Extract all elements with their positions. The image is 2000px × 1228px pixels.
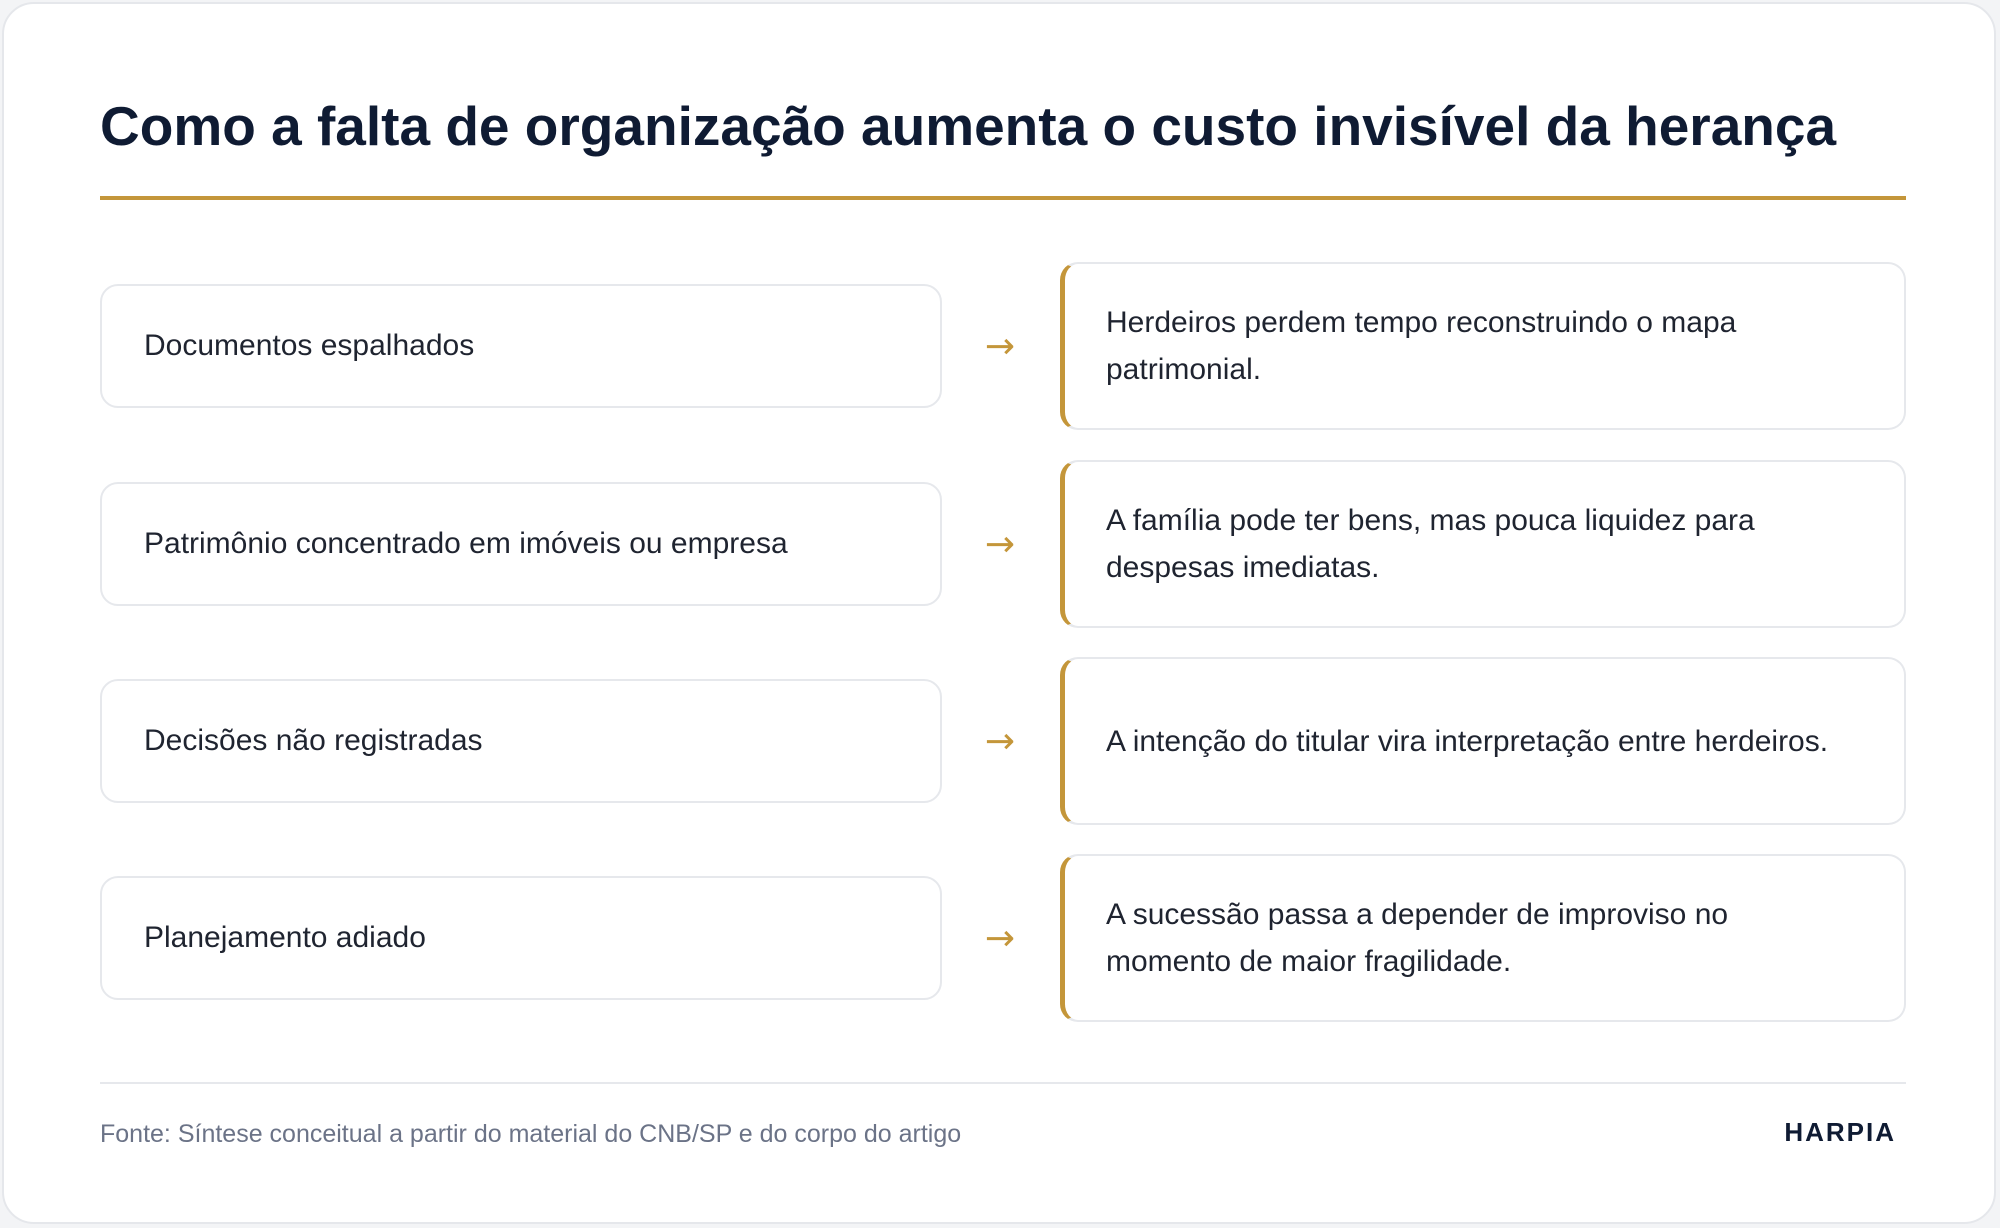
arrow-right-icon: → <box>984 917 1016 959</box>
cause-effect-row <box>100 854 1906 1022</box>
effect-box: A intenção do titular vira interpretação entre herdeiros. <box>1060 657 1906 825</box>
arrow-right-icon: → <box>984 523 1016 565</box>
cause-box: Decisões não registradas <box>100 679 942 803</box>
cause-effect-row <box>100 262 1906 430</box>
cause-effect-row <box>100 657 1906 825</box>
footer-divider <box>100 1082 1906 1084</box>
effect-box: A família pode ter bens, mas pouca liquidez para despesas imediatas. <box>1060 460 1906 628</box>
cause-effect-row <box>100 460 1906 628</box>
effect-box: Herdeiros perdem tempo reconstruindo o mapa patrimonial. <box>1060 262 1906 430</box>
page-title: Como a falta de organização aumenta o custo invisível da herança <box>100 95 1837 157</box>
source-note: Fonte: Síntese conceitual a partir do material do CNB/SP e do corpo do artigo <box>100 1120 962 1148</box>
cause-box: Planejamento adiado <box>100 876 942 1000</box>
infographic-card <box>2 2 1996 1224</box>
cause-box: Documentos espalhados <box>100 284 942 408</box>
arrow-right-icon: → <box>984 325 1016 367</box>
brand-logo: HARPIA <box>1784 1117 1896 1147</box>
cause-box: Patrimônio concentrado em imóveis ou empresa <box>100 482 942 606</box>
title-divider <box>100 196 1906 200</box>
arrow-right-icon: → <box>984 720 1016 762</box>
effect-box: A sucessão passa a depender de improviso no momento de maior fragilidade. <box>1060 854 1906 1022</box>
